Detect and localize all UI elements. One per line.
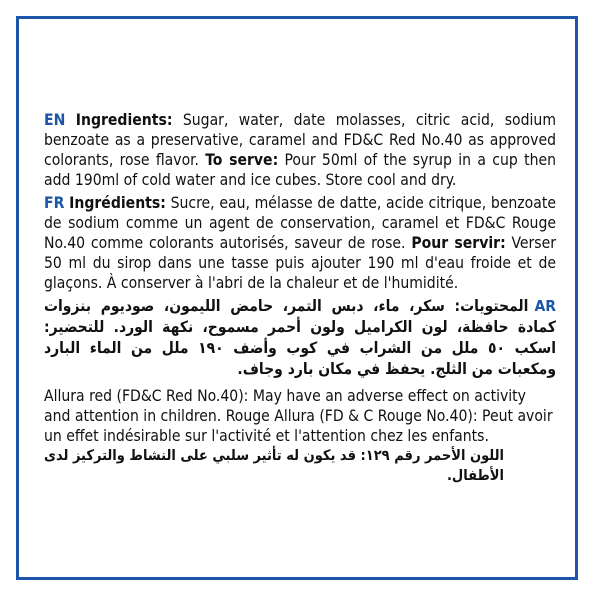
english-serve-label: To serve:	[205, 151, 279, 169]
allura-red-warning: Allura red (FD&C Red No.40): May have an adverse effect on activity and attention in children. Rouge Allura (FD & C Rouge No.40): Peut avoir un effet indésirable sur l'activité et l'attention chez les enfants.	[44, 387, 553, 445]
french-ingredients-text: Sucre, eau, mélasse de datte, acide citrique, benzoate de sodium comme un agent de conservation, caramel et FD&C Rouge No.40 comme colorants autorisés, saveur de rose.	[44, 194, 556, 252]
french-language-code: FR	[44, 194, 65, 212]
french-ingredients-label: Ingrédients:	[69, 194, 166, 212]
english-ingredients-paragraph	[44, 110, 556, 190]
french-serve-text: Verser 50 ml du sirop dans une tasse puis ajouter 190 ml d'eau froide et de glaçons. À conserver à l'abri de la chaleur et de l'humidité.	[44, 234, 556, 292]
french-serve-label: Pour servir:	[411, 234, 506, 252]
french-ingredients-paragraph	[44, 193, 556, 293]
english-serve-text: Pour 50ml of the syrup in a cup then add 190ml of cold water and ice cubes. Store cool and dry.	[44, 151, 556, 189]
label-text-block	[44, 110, 556, 486]
arabic-ingredients-text: المحتويات: سكر، ماء، دبس التمر، حامض الليمون، صوديوم بنزوات كمادة حافظة، لون الكراميل ولون أحمر مسموح، نكهة الورد. للتحضير: اسكب ٥٠ ملل من الشراب في كوب وأضف ١٩٠ ملل من الماء البارد ومكعبات من الثلج. يحفظ في مكان بارد وجاف.	[44, 297, 556, 378]
english-ingredients-text: Sugar, water, date molasses, citric acid, sodium benzoate as a preservative, caramel and FD&C Red No.40 as approved colorants, rose flavor.	[44, 111, 556, 169]
english-ingredients-label: Ingredients:	[75, 111, 173, 129]
english-language-code: EN	[44, 111, 66, 129]
arabic-ingredients-paragraph	[44, 296, 556, 380]
allura-red-warning-arabic: اللون الأحمر رقم ١٢٩: قد يكون له تأثير سلبي على النشاط والتركيز لدى الأطفال.	[44, 448, 504, 484]
arabic-language-code: AR	[534, 297, 556, 315]
